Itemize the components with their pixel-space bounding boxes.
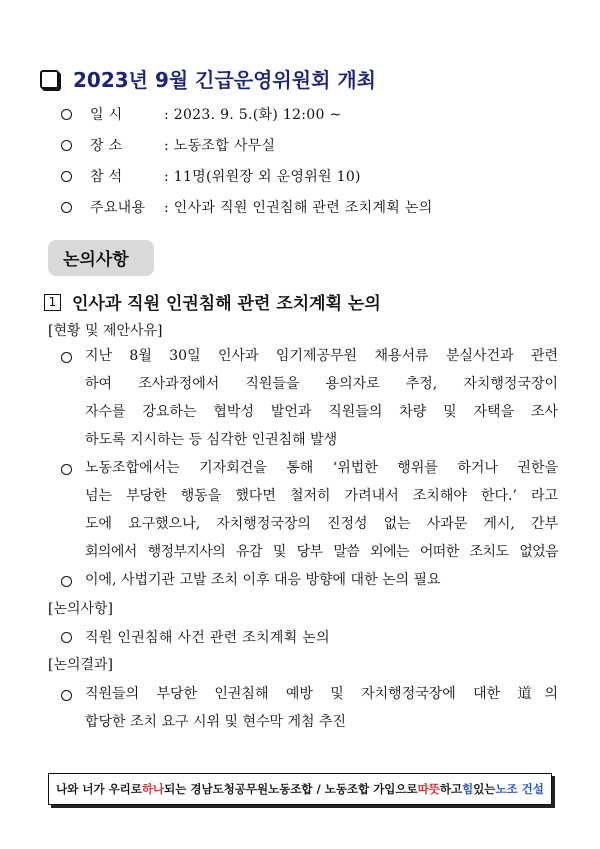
bullet-circle-icon <box>61 632 72 643</box>
info-value-date: : 2023. 9. 5.(화) 12:00 ~ <box>164 107 342 123</box>
slogan-highlight-red: 따뜻 <box>417 782 440 796</box>
background-bullet-1 <box>85 342 558 454</box>
background-bullet-3 <box>85 566 558 594</box>
title-checkbox-icon <box>40 70 59 89</box>
text-line: 노동조합에서는 기자회견을 통해 ‘위법한 행위를 하거나 권한을 <box>85 460 558 476</box>
text-line: 하도록 지시하는 등 심각한 인권침해 발생 <box>85 432 338 448</box>
bullet-circle-icon <box>61 202 72 213</box>
slogan-highlight-blue: 노조 건설 <box>495 782 544 796</box>
bullet-circle-icon <box>61 352 72 363</box>
text-line: 이에, 사법기관 고발 조치 이후 대응 방향에 대한 논의 필요 <box>85 572 441 588</box>
bullet-circle-icon <box>61 171 72 182</box>
info-value-attendees: : 11명(위원장 외 운영위원 10) <box>164 169 361 185</box>
background-heading: [현황 및 제안사유] <box>48 323 163 339</box>
background-bullet-2 <box>85 454 558 566</box>
result-text <box>85 680 558 736</box>
info-value-place: : 노동조합 사무실 <box>164 138 276 154</box>
info-label-date: 일 시 <box>90 107 123 123</box>
slogan-part: 있는 <box>473 782 496 796</box>
text-line: 회의에서 행정부지사의 유감 및 당부 말씀 외에는 어떠한 조치도 없었음 <box>85 544 558 560</box>
footer-slogan <box>48 773 552 805</box>
page-title: 2023년 9월 긴급운영위원회 개최 <box>73 68 376 92</box>
bullet-circle-icon <box>61 464 72 475</box>
text-line: 하여 조사과정에서 직원들을 용의자로 추정, 자치행정국장이 <box>85 376 558 392</box>
slogan-highlight-red: 하나 <box>141 782 165 796</box>
text-line: 도에 요구했으나, 자치행정국장의 진정성 없는 사과문 게시, 간부 <box>85 516 558 532</box>
text-line: 합당한 조치 요구 시위 및 현수막 게첨 추진 <box>85 714 347 730</box>
section-label: 논의사항 <box>63 250 129 270</box>
item-number-box: 1 <box>44 294 61 311</box>
text-line: 지난 8월 30일 인사과 임기제공무원 채용서류 분실사건과 관련 <box>85 348 558 364</box>
bullet-circle-icon <box>61 109 72 120</box>
slogan-part: 나와 너가 우리로 <box>56 782 142 796</box>
discussion-heading: [논의사항] <box>48 601 114 617</box>
info-label-place: 장 소 <box>90 138 123 154</box>
result-heading: [논의결과] <box>48 657 114 673</box>
discussion-text: 직원 인권침해 사건 관련 조치계획 논의 <box>85 630 330 646</box>
bullet-circle-icon <box>61 140 72 151</box>
text-line: 자수를 강요하는 협박성 발언과 직원들의 차량 및 자택을 조사 <box>85 404 558 420</box>
slogan-part: 되는 경남도청공무원노동조합 / 노동조합 가입으로 <box>164 782 418 796</box>
text-line: 직원들의 부당한 인권침해 예방 및 자치행정국장에 대한 道의 <box>85 686 558 702</box>
info-value-agenda: : 인사과 직원 인권침해 관련 조치계획 논의 <box>164 200 433 216</box>
text-line: 넘는 부당한 행동을 했다면 철저히 가려내서 조치해야 한다.’ 라고 <box>85 488 558 504</box>
slogan-part: 하고 <box>439 782 463 796</box>
bullet-circle-icon <box>61 690 72 701</box>
item-title: 인사과 직원 인권침해 관련 조치계획 논의 <box>72 294 381 314</box>
info-label-attendees: 참 석 <box>90 169 123 185</box>
slogan-highlight-blue: 힘 <box>462 782 474 796</box>
bullet-circle-icon <box>61 576 72 587</box>
info-label-agenda: 주요내용 <box>90 200 146 216</box>
